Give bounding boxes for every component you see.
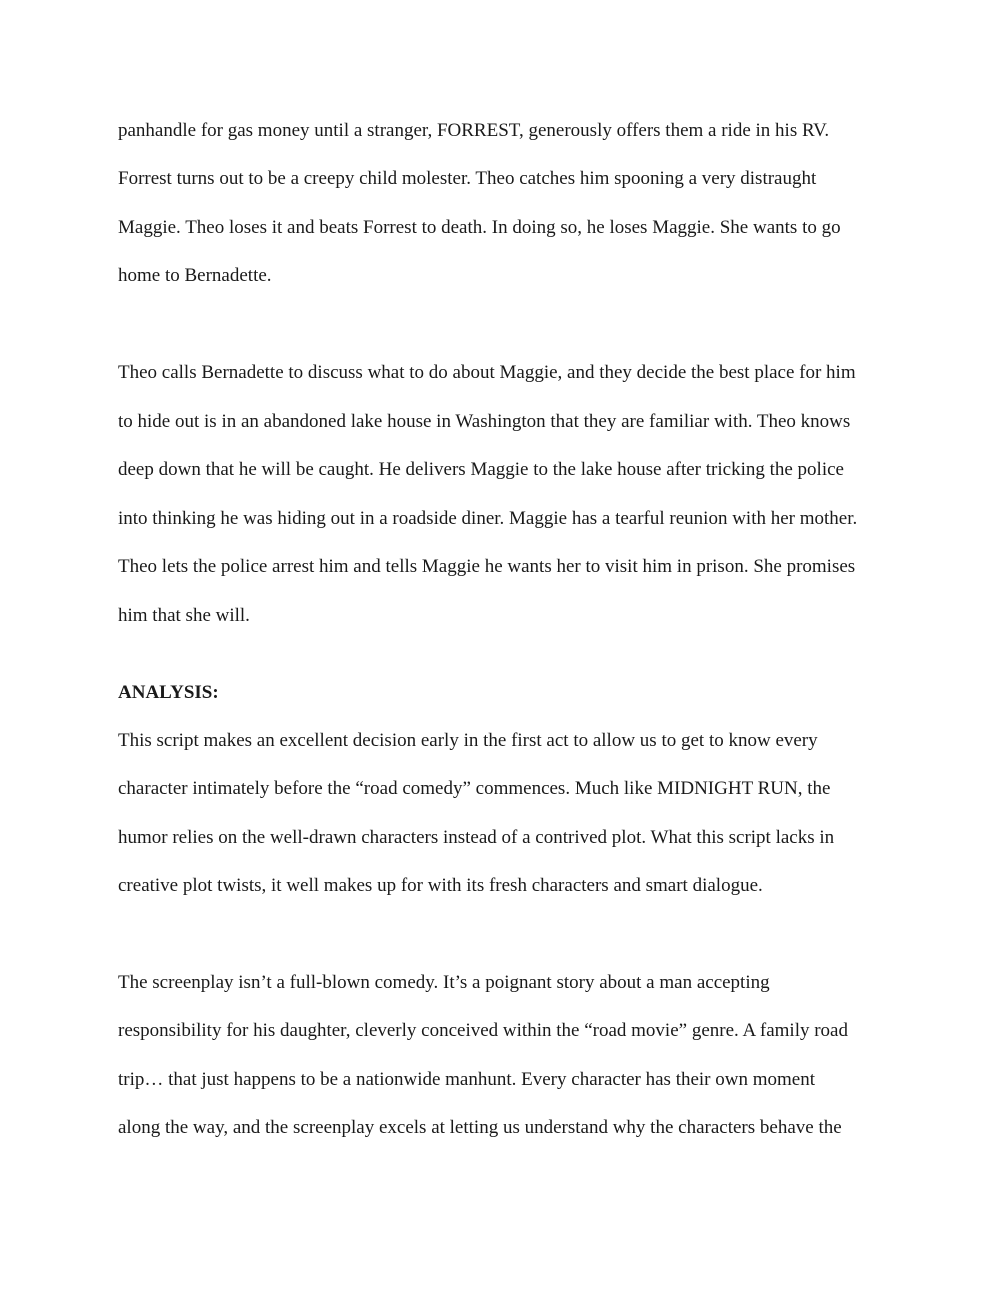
paragraph-2-line-4: into thinking he was hiding out in a roadside diner. Maggie has a tearful reunion with her mother. (118, 508, 858, 529)
paragraph-3-line-4: creative plot twists, it well makes up for with its fresh characters and smart dialogue. (118, 875, 763, 896)
paragraph-4-line-3: trip… that just happens to be a nationwide manhunt. Every character has their own moment (118, 1069, 815, 1090)
paragraph-4-line-4: along the way, and the screenplay excels at letting us understand why the characters behave the (118, 1117, 842, 1138)
analysis-heading: ANALYSIS: (118, 682, 219, 703)
paragraph-3-line-3: humor relies on the well-drawn characters instead of a contrived plot. What this script lacks in (118, 827, 835, 848)
paragraph-3-line-1: This script makes an excellent decision early in the first act to allow us to get to know every (118, 730, 818, 751)
paragraph-2-line-6: him that she will. (118, 605, 250, 626)
paragraph-1-line-1: panhandle for gas money until a stranger, FORREST, generously offers them a ride in his RV. (118, 120, 830, 141)
paragraph-1-line-3: Maggie. Theo loses it and beats Forrest to death. In doing so, he loses Maggie. She wants to go (118, 217, 841, 238)
paragraph-2-line-5: Theo lets the police arrest him and tells Maggie he wants her to visit him in prison. She promises (118, 556, 856, 577)
paragraph-3-line-2: character intimately before the “road comedy” commences. Much like MIDNIGHT RUN, the (118, 778, 831, 799)
paragraph-1-line-4: home to Bernadette. (118, 265, 272, 286)
paragraph-2-line-3: deep down that he will be caught. He delivers Maggie to the lake house after tricking the police (118, 459, 844, 480)
paragraph-2-line-2: to hide out is in an abandoned lake house in Washington that they are familiar with. Theo knows (118, 411, 851, 432)
paragraph-4-line-2: responsibility for his daughter, cleverly conceived within the “road movie” genre. A family road (118, 1020, 848, 1041)
paragraph-1-line-2: Forrest turns out to be a creepy child molester. Theo catches him spooning a very distraught (118, 168, 817, 189)
paragraph-2-line-1: Theo calls Bernadette to discuss what to do about Maggie, and they decide the best place for him (118, 362, 856, 383)
paragraph-4-line-1: The screenplay isn’t a full-blown comedy. It’s a poignant story about a man accepting (118, 972, 770, 993)
